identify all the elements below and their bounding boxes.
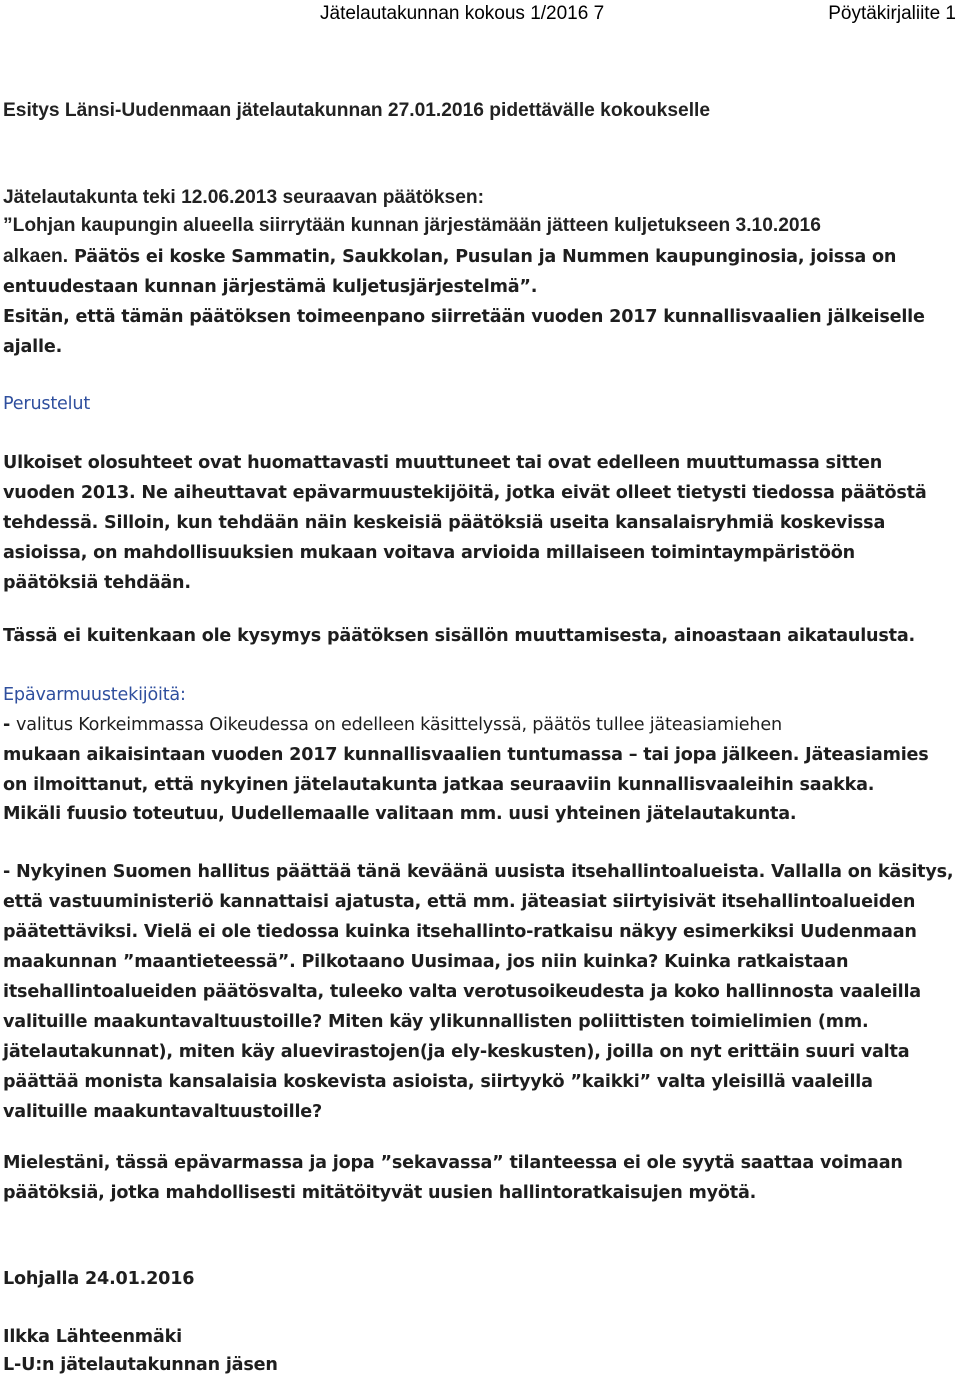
perustelut-heading: Perustelut bbox=[3, 394, 91, 414]
appendix-label: Pöytäkirjaliite 1 bbox=[828, 3, 956, 24]
opinion-paragraph: Mielestäni, tässä epävarmassa ja jopa ”sekavassa” tilanteessa ei ole syytä saattaa voimaan päätöksiä, jotka mahdollisesti mitätöityvät uusien hallintoratkaisujen myötä. bbox=[3, 1153, 903, 1203]
meeting-reference: Jätelautakunnan kokous 1/2016 7 bbox=[320, 3, 605, 24]
signer-name: Ilkka Lähteenmäki bbox=[3, 1327, 182, 1347]
list-dash: - bbox=[3, 715, 17, 735]
perustelut-paragraph-2: Tässä ei kuitenkaan ole kysymys päätöksen sisällön muuttamisesta, ainoastaan aikataulusta. bbox=[3, 626, 915, 646]
intro-line-1: Jätelautakunta teki 12.06.2013 seuraavan päätöksen: bbox=[3, 187, 485, 208]
uncertainty-heading: Epävarmuustekijöitä: bbox=[3, 685, 186, 705]
intro-line-3-start: alkaen. bbox=[3, 246, 69, 267]
signer-title: L-U:n jätelautakunnan jäsen bbox=[3, 1355, 278, 1375]
uncertainty-item-1-fusion: Mikäli fuusio toteutuu, Uudellemaalle valitaan mm. uusi yhteinen jätelautakunta. bbox=[3, 804, 797, 824]
intro-line-2: ”Lohjan kaupungin alueella siirrytään kunnan järjestämään jätteen kuljetukseen 3.10.2016 bbox=[3, 215, 821, 236]
perustelut-paragraph-1: Ulkoiset olosuhteet ovat huomattavasti muuttuneet tai ovat edelleen muuttumassa sitten vuoden 2013. Ne aiheuttavat epävarmuustekijöitä, jotka eivät olleet tietysti tiedossa päätöstä tehdessä. Silloin, kun tehdään näin keskeisiä päätöksiä useita kansalaisryhmiä koskevissa asioissa, on mahdollisuuksien mukaan voitava arvioida millaiseen toimintaympäristöön päätöksiä tehdään. bbox=[3, 453, 927, 593]
intro-line-3-rest: Päätös ei koske Sammatin, Saukkolan, Pusulan ja Nummen kaupunginosia, joissa on bbox=[68, 247, 897, 267]
proposal-paragraph: Esitän, että tämän päätöksen toimeenpano siirretään vuoden 2017 kunnallisvaalien jälkeiselle ajalle. bbox=[3, 307, 925, 357]
intro-line-4: entuudestaan kunnan järjestämä kuljetusjärjestelmä”. bbox=[3, 277, 538, 297]
place-and-date: Lohjalla 24.01.2016 bbox=[3, 1269, 195, 1289]
document-title: Esitys Länsi-Uudenmaan jätelautakunnan 27.01.2016 pidettävälle kokoukselle bbox=[3, 100, 711, 121]
intro-line-3 bbox=[3, 242, 954, 272]
uncertainty-item-1-body: mukaan aikaisintaan vuoden 2017 kunnallisvaalien tuntumassa – tai jopa jälkeen. Jäteasiamies on ilmoittanut, että nykyinen jätelautakunta jatkaa seuraaviin kunnallisvaaleihin saakka. bbox=[3, 745, 929, 795]
uncertainty-item-1-lead: valitus Korkeimmassa Oikeudessa on edelleen käsittelyssä, päätös tullee jäteasiamiehen bbox=[16, 715, 782, 735]
uncertainty-item-1-line-1 bbox=[3, 710, 954, 740]
uncertainty-item-2: - Nykyinen Suomen hallitus päättää tänä keväänä uusista itsehallintoalueista. Vallalla on käsitys, että vastuuministeriö kannattaisi ajatusta, että mm. jäteasiat siirtyisivät itsehallintoalueiden päätettäviksi. Vielä ei ole tiedossa kuinka itsehallinto-ratkaisu näkyy esimerkiksi Uudenmaan maakunnan ”maantieteessä”. Pilkotaano Uusimaa, jos niin kuinka? Kuinka ratkaistaan itsehallintoalueiden päätösvalta, tuleeko valta verotusoikeudesta ja koko hallinnosta vaaleilla valituille maakuntavaltuustoille? Miten käy ylikunnallisten poliittisten toimielimien (mm. jätelautakunnat), miten käy aluevirastojen(ja ely-keskusten), joilla on nyt erittäin suuri valta päättää monista kansalaisia koskevista asioista, siirtyykö ”kaikki” valta yleisillä vaaleilla valituille maakuntavaltuustoille? bbox=[3, 862, 954, 1122]
